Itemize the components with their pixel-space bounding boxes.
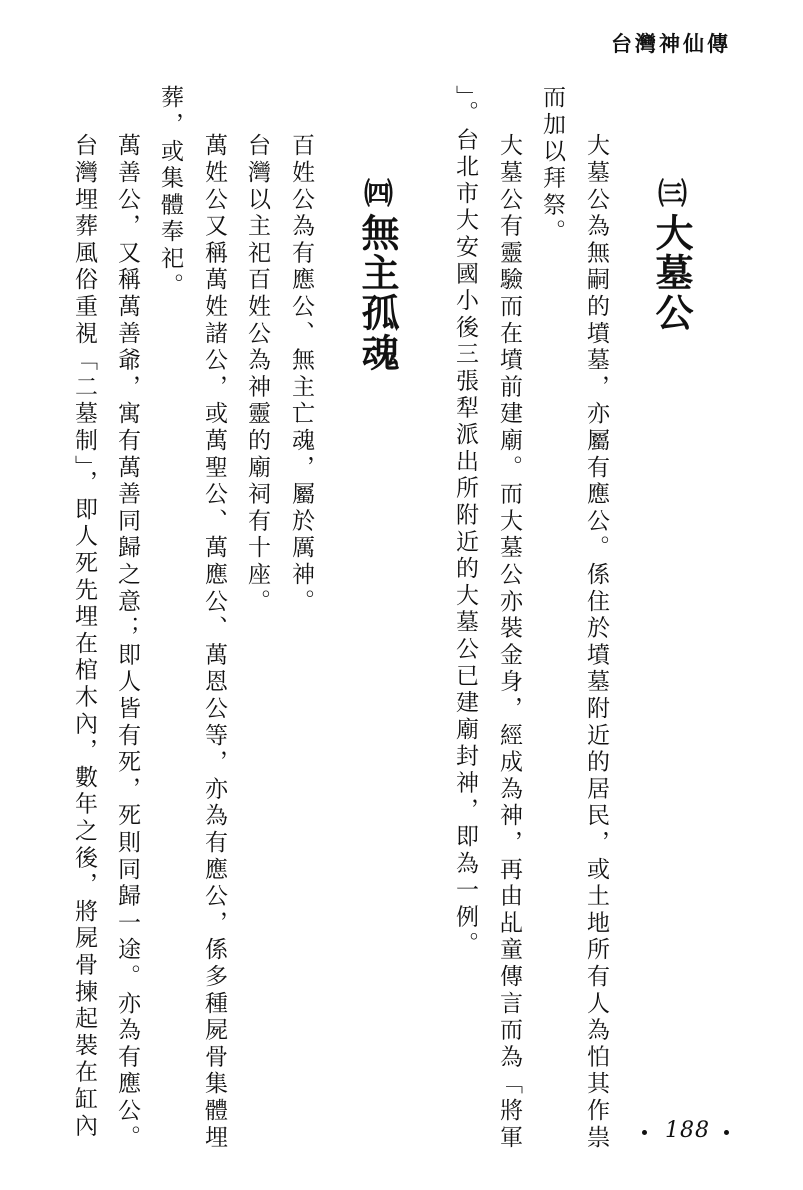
paragraph-column: 而加以拜祭。 (539, 85, 565, 246)
section-heading-wu-zhu-gu-hun (355, 178, 399, 373)
section-title: 無主孤魂 (355, 213, 399, 373)
section-number: ㈢ (654, 178, 688, 207)
page-number-dot-right (724, 1130, 729, 1135)
paragraph-column: 大墓公為無嗣的墳墓，亦屬有應公。係住於墳墓附近的居民，或土地所有人為怕其作祟 (583, 133, 609, 1152)
page-number-dot-left (642, 1130, 647, 1135)
page-number: 188 (665, 1118, 710, 1143)
paragraph-column: 萬姓公又稱萬姓諸公，或萬聖公、萬應公、萬恩公等，亦為有應公，係多種屍骨集體埋 (201, 133, 227, 1152)
paragraph-column: 台灣以主祀百姓公為神靈的廟祠有十座。 (244, 133, 270, 616)
paragraph-column: 」。台北市大安國小後三張犁派出所附近的大墓公已建廟封神，即為一例。 (452, 85, 478, 958)
section-heading-da-mu-gong (649, 178, 693, 333)
section-title: 大墓公 (649, 213, 693, 333)
paragraph-column: 台灣埋葬風俗重視「二墓制」，即人死先埋在棺木內，數年之後，將屍骨揀起裝在缸內 (71, 133, 97, 1140)
running-head: 台灣神仙傳 (611, 31, 731, 56)
paragraph-column: 葬，或集體奉祀。 (157, 85, 183, 300)
paragraph-column: 大墓公有靈驗而在墳前建廟。而大墓公亦裝金身，經成為神，再由乩童傳言而為「將軍 (496, 133, 522, 1152)
paragraph-column: 百姓公為有應公、無主亡魂，屬於厲神。 (288, 133, 314, 616)
paragraph-column: 萬善公，又稱萬善爺，寓有萬善同歸之意；即人皆有死，死則同歸一途。亦為有應公。 (114, 133, 140, 1152)
section-number: ㈣ (360, 178, 394, 207)
